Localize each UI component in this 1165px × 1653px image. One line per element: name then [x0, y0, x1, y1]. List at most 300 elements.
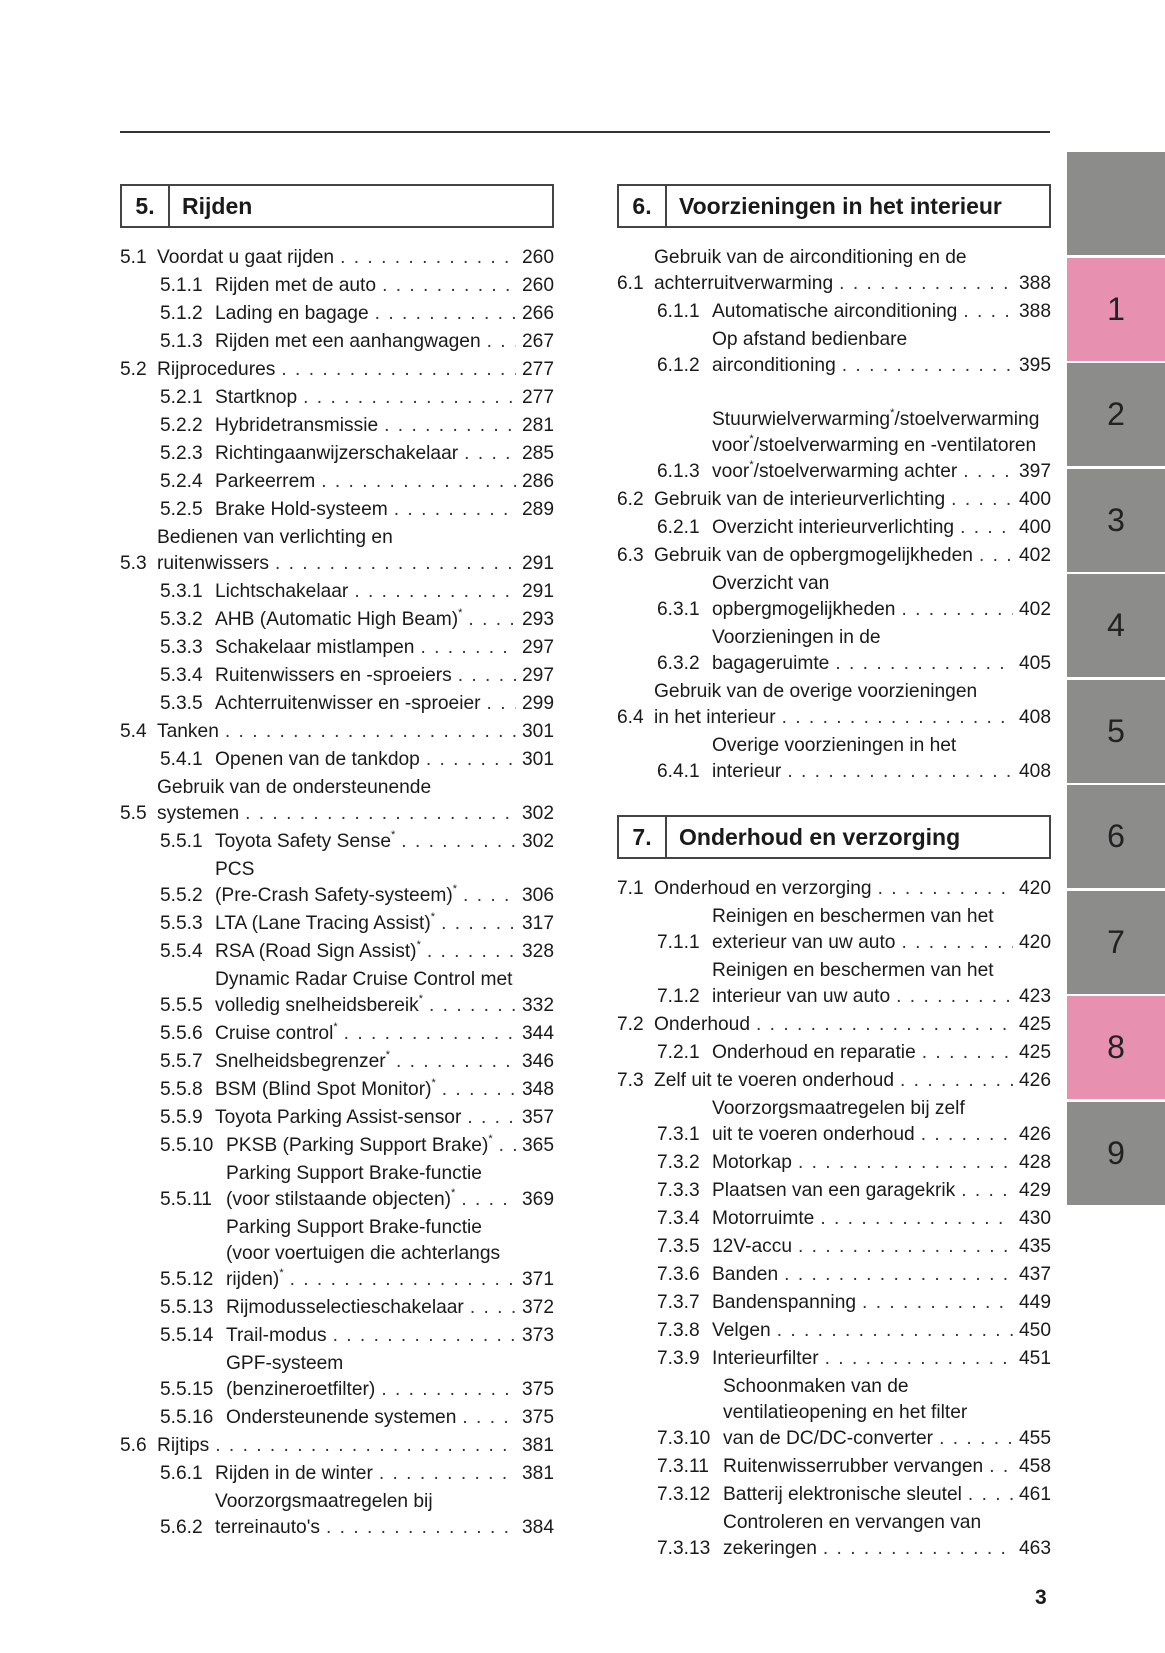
toc-entry[interactable] [120, 775, 554, 827]
page-ref: 437 [1018, 1264, 1051, 1285]
section-title: Trail-modus [226, 1325, 327, 1346]
chapter-number: 5. [122, 186, 170, 226]
chapter-tab-blank[interactable] [1067, 152, 1165, 255]
chapter-5-header [120, 184, 554, 228]
dot-leader [872, 876, 1013, 902]
section-number: 7.3.10 [657, 1428, 711, 1449]
section-number: 6.3.1 [657, 599, 700, 620]
section-number: 5.2.4 [160, 471, 203, 492]
page-ref: 285 [521, 443, 554, 464]
page-ref: 384 [521, 1517, 554, 1538]
section-title: 12V-accu [712, 1236, 793, 1257]
section-number: 5.4.1 [160, 749, 203, 770]
chapter-tab-8[interactable]: 8 [1067, 996, 1165, 1099]
dot-leader [915, 1122, 1013, 1148]
section-number: 5.5.10 [160, 1135, 214, 1156]
toc-entry[interactable] [120, 385, 554, 411]
section-title: AHB (Automatic High Beam)* [215, 606, 463, 630]
section-number: 6.3.2 [657, 653, 700, 674]
section-number: 5.2.3 [160, 443, 203, 464]
page-ref: 302 [521, 831, 554, 852]
dot-leader [395, 829, 516, 855]
chapter-tab-9[interactable]: 9 [1067, 1102, 1165, 1205]
toc-entry[interactable] [120, 911, 554, 937]
section-title: PCS [215, 859, 255, 880]
section-title: Hybridetransmissie [215, 415, 379, 436]
section-title: Banden [712, 1264, 779, 1285]
toc-entry[interactable] [120, 469, 554, 495]
toc-entry[interactable] [617, 958, 1051, 1010]
section-title: Onderhoud en verzorging [654, 878, 872, 899]
chapter-tab-4[interactable]: 4 [1067, 574, 1165, 677]
page-ref: 388 [1018, 301, 1051, 322]
section-number: 5.6 [120, 1435, 147, 1456]
toc-entry[interactable] [120, 1433, 554, 1459]
page-number: 3 [1035, 1586, 1047, 1609]
section-number: 6.1 [617, 273, 644, 294]
toc-entry[interactable] [617, 327, 1051, 379]
section-number: 5.5.8 [160, 1079, 203, 1100]
toc-entry[interactable] [120, 273, 554, 299]
section-title: Dynamic Radar Cruise Control met [215, 969, 513, 990]
toc-entry[interactable] [120, 857, 554, 909]
chapter-title: Rijden [182, 192, 253, 219]
section-title: opbergmogelijkheden [712, 599, 896, 620]
page-ref: 435 [1018, 1236, 1051, 1257]
section-title: voor*/stoelverwarming en -ventilatoren [712, 432, 1037, 456]
chapter-tab-6[interactable]: 6 [1067, 785, 1165, 888]
dot-leader [390, 1049, 516, 1075]
toc-entry[interactable] [617, 1012, 1051, 1038]
toc-entry[interactable] [120, 1161, 554, 1213]
section-title: voor*/stoelverwarming achter [712, 458, 958, 482]
section-title: PKSB (Parking Support Brake)* [226, 1132, 493, 1156]
chapter-tab-5[interactable]: 5 [1067, 680, 1165, 783]
page-ref: 425 [1018, 1042, 1051, 1063]
toc-entry[interactable] [617, 1374, 1051, 1452]
section-title: van de DC/DC-converter [723, 1428, 934, 1449]
section-title: Controleren en vervangen van [723, 1512, 982, 1533]
section-title: Lading en bagage [215, 303, 369, 324]
dot-leader [219, 719, 516, 745]
dot-leader [461, 1105, 516, 1131]
dot-leader [414, 635, 516, 661]
page-ref: 293 [521, 609, 554, 630]
section-title: Ruitenwissers en -sproeiers [215, 665, 452, 686]
chapter-7-header [617, 815, 1051, 859]
section-title: Reinigen en beschermen van het [712, 906, 994, 927]
dot-leader [458, 441, 516, 467]
toc-entry[interactable] [120, 1049, 554, 1075]
section-number: 5.3 [120, 553, 147, 574]
section-title: GPF-systeem [226, 1353, 344, 1374]
header-rule [120, 131, 1050, 133]
page-ref: 426 [1018, 1070, 1051, 1091]
section-number: 5.3.1 [160, 581, 203, 602]
toc-entry[interactable] [120, 329, 554, 355]
toc-entry[interactable] [617, 1290, 1051, 1316]
dot-leader [369, 301, 516, 327]
section-number: 7.3.12 [657, 1484, 711, 1505]
section-title: in het interieur [654, 707, 776, 728]
dot-leader [481, 691, 516, 717]
toc-entry[interactable] [120, 245, 554, 271]
dot-leader [275, 357, 516, 383]
page-ref: 425 [1018, 1014, 1051, 1035]
toc-entry[interactable] [617, 515, 1051, 541]
page-ref: 369 [521, 1189, 554, 1210]
chapter-tab-3[interactable]: 3 [1067, 469, 1165, 572]
section-number: 5.4 [120, 721, 147, 742]
toc-entry[interactable] [617, 876, 1051, 902]
toc-entry[interactable] [120, 301, 554, 327]
toc-entry[interactable] [120, 635, 554, 661]
page-ref: 408 [1018, 707, 1051, 728]
toc-entry[interactable] [120, 829, 554, 855]
section-title: BSM (Blind Spot Monitor)* [215, 1076, 436, 1100]
section-number: 5.6.2 [160, 1517, 203, 1538]
section-number: 6.2 [617, 489, 644, 510]
page-ref: 372 [521, 1297, 554, 1318]
toc-entry[interactable] [617, 1178, 1051, 1204]
section-number: 5.2.2 [160, 415, 203, 436]
dot-leader [781, 759, 1013, 785]
toc-entry[interactable] [120, 1105, 554, 1131]
section-number: 5.5.3 [160, 913, 203, 934]
page-ref: 426 [1018, 1124, 1051, 1145]
page-ref: 381 [521, 1435, 554, 1456]
section-number: 5.5.15 [160, 1379, 214, 1400]
page-ref: 458 [1018, 1456, 1051, 1477]
dot-leader [771, 1318, 1013, 1344]
toc-entry[interactable] [120, 1351, 554, 1403]
section-title: Velgen [712, 1320, 771, 1341]
page-ref: 277 [521, 359, 554, 380]
toc-column-right [617, 184, 1051, 1564]
section-number: 6.1.3 [657, 461, 700, 482]
section-title: ventilatieopening en het filter [723, 1402, 968, 1423]
dot-leader [895, 930, 1013, 956]
section-number: 5.5.11 [160, 1189, 212, 1210]
section-title: interieur van uw auto [712, 986, 891, 1007]
section-number: 7.3.7 [657, 1292, 700, 1313]
section-title: Rijden met de auto [215, 275, 377, 296]
section-number: 6.4.1 [657, 761, 700, 782]
page-ref: 266 [521, 303, 554, 324]
section-title: Bandenspanning [712, 1292, 857, 1313]
toc-entry[interactable] [120, 1133, 554, 1159]
section-title: Toyota Parking Assist-sensor [215, 1107, 462, 1128]
dot-leader [856, 1290, 1013, 1316]
toc-entry[interactable] [120, 1021, 554, 1047]
section-title: Rijtips [157, 1435, 210, 1456]
toc-entry[interactable] [617, 1262, 1051, 1288]
section-title: Startknop [215, 387, 298, 408]
section-title: Parkeerrem [215, 471, 316, 492]
toc-entry[interactable] [120, 1295, 554, 1321]
section-title: bagageruimte [712, 653, 830, 674]
toc-entry[interactable] [617, 1096, 1051, 1148]
section-title: Bedienen van verlichting en [157, 527, 393, 548]
dot-leader [792, 1150, 1013, 1176]
toc-entry[interactable] [617, 1510, 1051, 1562]
dot-leader [819, 1346, 1013, 1372]
toc-entry[interactable] [617, 1206, 1051, 1232]
dot-leader [388, 497, 516, 523]
section-title: Cruise control* [215, 1020, 338, 1044]
toc-entry[interactable] [617, 1318, 1051, 1344]
toc-entry[interactable] [120, 747, 554, 773]
section-number: 7.3.8 [657, 1320, 700, 1341]
section-title: Gebruik van de overige voorzieningen [654, 681, 978, 702]
dot-leader [957, 299, 1013, 325]
toc-entry[interactable] [120, 1489, 554, 1541]
dot-leader [890, 984, 1013, 1010]
toc-entry[interactable] [617, 625, 1051, 677]
dot-leader [792, 1234, 1013, 1260]
page-ref: 299 [521, 693, 554, 714]
page-ref: 371 [521, 1269, 554, 1290]
section-title: Overige voorzieningen in het [712, 735, 957, 756]
toc-entry[interactable] [617, 1068, 1051, 1094]
section-number: 5.5.2 [160, 885, 203, 906]
section-title: LTA (Lane Tracing Assist)* [215, 910, 436, 934]
dot-leader [750, 1012, 1013, 1038]
dot-leader [778, 1262, 1013, 1288]
toc-entry[interactable] [120, 525, 554, 577]
page-ref: 400 [1018, 489, 1051, 510]
dot-leader [436, 1077, 516, 1103]
section-number: 7.1.1 [657, 932, 700, 953]
dot-leader [833, 271, 1013, 297]
section-title: Plaatsen van een garagekrik [712, 1180, 956, 1201]
section-title: Rijmodusselectieschakelaar [226, 1297, 464, 1318]
section-number: 7.1.2 [657, 986, 700, 1007]
section-title: Overzicht van [712, 573, 830, 594]
section-title: Batterij elektronische sleutel [723, 1484, 962, 1505]
toc-entry[interactable] [120, 663, 554, 689]
dot-leader [315, 469, 516, 495]
toc-entry[interactable] [120, 441, 554, 467]
section-title: (Pre-Crash Safety-systeem)* [215, 882, 458, 906]
section-title [712, 381, 1051, 407]
section-number: 5.5.6 [160, 1023, 203, 1044]
section-title: Ondersteunende systemen [226, 1407, 457, 1428]
section-title: achterruitverwarming [654, 273, 834, 294]
toc-entry[interactable] [120, 1461, 554, 1487]
section-title: Schakelaar mistlampen [215, 637, 415, 658]
toc-entry[interactable] [120, 607, 554, 633]
section-title: Richtingaanwijzerschakelaar [215, 443, 459, 464]
dot-leader [338, 1021, 516, 1047]
page-ref: 281 [521, 415, 554, 436]
page-ref: 423 [1018, 986, 1051, 1007]
toc-entry[interactable] [120, 1215, 554, 1293]
dot-leader [334, 245, 516, 271]
page-ref: 289 [521, 499, 554, 520]
page-ref: 301 [521, 749, 554, 770]
toc-entry[interactable] [120, 413, 554, 439]
dot-leader [284, 1267, 516, 1293]
toc-entry[interactable] [617, 1346, 1051, 1372]
section-title: Onderhoud [654, 1014, 751, 1035]
toc-entry[interactable] [617, 1040, 1051, 1066]
page-ref: 455 [1018, 1428, 1051, 1449]
section-number: 5.5.14 [160, 1325, 214, 1346]
section-number: 5.6.1 [160, 1463, 203, 1484]
toc-entry[interactable] [120, 1077, 554, 1103]
section-number: 7.3.11 [657, 1456, 709, 1477]
dot-leader [375, 1377, 516, 1403]
page-ref: 375 [521, 1379, 554, 1400]
section-title: Reinigen en beschermen van het [712, 960, 994, 981]
page-ref: 451 [1018, 1348, 1051, 1369]
page-ref: 461 [1018, 1484, 1051, 1505]
toc-entry[interactable] [617, 245, 1051, 297]
section-title: Gebruik van de airconditioning en de [654, 247, 967, 268]
toc-entry[interactable] [617, 487, 1051, 513]
dot-leader [420, 747, 516, 773]
page-ref: 297 [521, 637, 554, 658]
page-ref: 291 [521, 581, 554, 602]
chapter-title: Voorzieningen in het interieur [679, 192, 1002, 219]
section-title: (voor stilstaande objecten)* [226, 1186, 456, 1210]
section-number: 5.5.16 [160, 1407, 214, 1428]
section-number: 5.5 [120, 803, 147, 824]
page-ref: 267 [521, 331, 554, 352]
dot-leader [829, 651, 1013, 677]
page-ref: 408 [1018, 761, 1051, 782]
dot-leader [327, 1323, 516, 1349]
page-ref: 365 [521, 1135, 554, 1156]
section-title: Motorkap [712, 1152, 792, 1173]
section-title: Voorzorgsmaatregelen bij [215, 1491, 433, 1512]
toc-entry[interactable] [617, 571, 1051, 623]
page-ref: 332 [521, 995, 554, 1016]
section-number: 5.3.5 [160, 693, 203, 714]
section-number: 6.2.1 [657, 517, 700, 538]
section-number: 6.1.2 [657, 355, 700, 376]
toc-entry[interactable] [617, 299, 1051, 325]
section-title: exterieur van uw auto [712, 932, 896, 953]
toc-entry[interactable] [120, 1323, 554, 1349]
section-number: 5.5.7 [160, 1051, 203, 1072]
section-number: 7.3.4 [657, 1208, 700, 1229]
toc-entry[interactable] [617, 1482, 1051, 1508]
page-ref: 346 [521, 1051, 554, 1072]
page-ref: 328 [521, 941, 554, 962]
dot-leader [435, 911, 516, 937]
dot-leader [493, 1133, 516, 1159]
chapter-tab-2[interactable]: 2 [1067, 363, 1165, 466]
page-ref: 357 [521, 1107, 554, 1128]
dot-leader [945, 487, 1013, 513]
toc-entry[interactable] [617, 733, 1051, 785]
section-number: 7.2.1 [657, 1042, 700, 1063]
dot-leader [983, 1454, 1013, 1480]
toc-list-chapter-5 [120, 245, 554, 1541]
section-title: Gebruik van de interieurverlichting [654, 489, 946, 510]
section-title: (voor voertuigen die achterlangs [226, 1243, 501, 1264]
section-title: Tanken [157, 721, 219, 742]
section-number: 5.5.9 [160, 1107, 203, 1128]
section-title: Parking Support Brake-functie [226, 1163, 482, 1184]
toc-entry[interactable] [617, 1150, 1051, 1176]
dot-leader [817, 1536, 1013, 1562]
section-number: 7.3.9 [657, 1348, 700, 1369]
toc-entry[interactable] [617, 679, 1051, 731]
page-ref: 344 [521, 1023, 554, 1044]
toc-entry[interactable] [120, 939, 554, 965]
toc-entry[interactable] [120, 497, 554, 523]
section-number: 5.3.3 [160, 637, 203, 658]
dot-leader [239, 801, 516, 827]
toc-entry[interactable] [617, 1234, 1051, 1260]
page-ref: 395 [1018, 355, 1051, 376]
dot-leader [455, 1187, 516, 1213]
toc-entry[interactable] [120, 1405, 554, 1431]
page-ref: 291 [521, 553, 554, 574]
section-title: Onderhoud en reparatie [712, 1042, 916, 1063]
section-number: 5.1.3 [160, 331, 203, 352]
toc-entry[interactable] [120, 719, 554, 745]
section-number: 7.3.3 [657, 1180, 700, 1201]
toc-entry[interactable] [617, 381, 1051, 485]
section-title: Interieurfilter [712, 1348, 819, 1369]
dot-leader [456, 1405, 516, 1431]
section-title: Gebruik van de ondersteunende [157, 777, 432, 798]
chapter-tab-1[interactable]: 1 [1067, 258, 1165, 361]
section-number: 6.3 [617, 545, 644, 566]
section-number: 5.1.1 [160, 275, 203, 296]
toc-entry[interactable] [120, 579, 554, 605]
toc-entry[interactable] [617, 904, 1051, 956]
toc-column-left [120, 184, 554, 1543]
toc-entry[interactable] [617, 1454, 1051, 1480]
section-title: Gebruik van de opbergmogelijkheden [654, 545, 973, 566]
toc-entry[interactable] [120, 967, 554, 1019]
section-number: 5.5.12 [160, 1269, 214, 1290]
dot-leader [452, 663, 516, 689]
toc-entry[interactable] [617, 543, 1051, 569]
page-ref: 397 [1018, 461, 1051, 482]
section-number: 7.3 [617, 1070, 644, 1091]
dot-leader [973, 543, 1013, 569]
section-title: rijden)* [226, 1266, 284, 1290]
section-title: Rijden met een aanhangwagen [215, 331, 481, 352]
dot-leader [464, 1295, 516, 1321]
dot-leader [462, 607, 516, 633]
dot-leader [423, 993, 516, 1019]
page-ref: 381 [521, 1463, 554, 1484]
section-number: 7.3.2 [657, 1152, 700, 1173]
section-number: 5.5.5 [160, 995, 203, 1016]
chapter-tab-7[interactable]: 7 [1067, 891, 1165, 994]
page-ref: 449 [1018, 1292, 1051, 1313]
toc-list-chapter-6 [617, 245, 1051, 785]
toc-entry[interactable] [120, 691, 554, 717]
page-ref: 348 [521, 1079, 554, 1100]
section-number: 6.1.1 [657, 301, 700, 322]
section-number: 5.2.1 [160, 387, 203, 408]
toc-entry[interactable] [120, 357, 554, 383]
dot-leader [421, 939, 516, 965]
page-ref: 402 [1018, 599, 1051, 620]
dot-leader [373, 1461, 516, 1487]
section-title: Motorruimte [712, 1208, 815, 1229]
dot-leader [269, 551, 516, 577]
section-title: (benzineroetfilter) [226, 1379, 376, 1400]
